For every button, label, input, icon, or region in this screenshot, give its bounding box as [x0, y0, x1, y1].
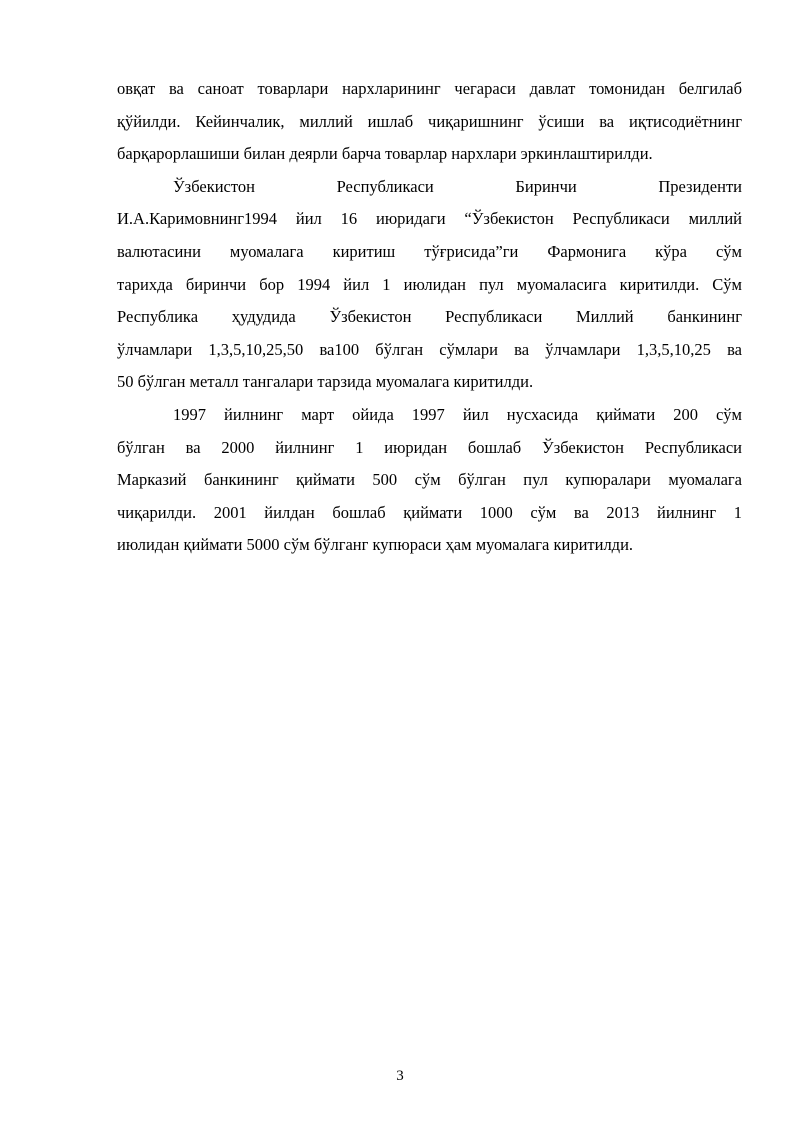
text-line: Ўзбекистон Республикаси Биринчи Президенти — [173, 176, 742, 196]
paragraph-price-liberalization — [117, 73, 742, 171]
text-line: чиқарилди. 2001 йилдан бошлаб қиймати 1000 сўм ва 2013 йилнинг 1 — [117, 502, 742, 522]
paragraph-som-introduction — [117, 171, 742, 399]
text-line: қўйилди. Кейинчалик, миллий ишлаб чиқаришнинг ўсиши ва иқтисодиётнинг — [117, 111, 742, 131]
text-line: тарихда биринчи бор 1994 йил 1 июлидан пул муомаласига киритилди. Сўм — [117, 274, 742, 294]
text-line: И.А.Каримовнинг1994 йил 16 июридаги “Ўзбекистон Республикаси миллий — [117, 209, 742, 229]
text-line: барқарорлашиши билан деярли барча товарлар нархлари эркинлаштирилди. — [117, 144, 653, 164]
text-line: Марказий банкининг қиймати 500 сўм бўлган пул купюралари муомалага — [117, 470, 742, 490]
text-line: овқат ва саноат товарлари нархларининг чегараси давлат томонидан белгилаб — [117, 79, 742, 98]
text-line: бўлган ва 2000 йилнинг 1 июридан бошлаб Ўзбекистон Республикаси — [117, 437, 742, 457]
document-body — [117, 73, 742, 562]
page-number: 3 — [396, 1068, 404, 1084]
text-line: 1997 йилнинг март ойида 1997 йил нусхасида қиймати 200 сўм — [173, 404, 742, 424]
paragraph-banknotes — [117, 399, 742, 562]
text-line: июлидан қиймати 5000 сўм бўлганг купюраси ҳам муомалага киритилди. — [117, 535, 634, 555]
text-line: валютасини муомалага киритиш тўғрисида”ги Фармонига кўра сўм — [117, 241, 742, 261]
text-line: Республика ҳудудида Ўзбекистон Республикаси Миллий банкининг — [117, 307, 742, 327]
text-line: ўлчамлари 1,3,5,10,25,50 ва100 бўлган сўмлари ва ўлчамлари 1,3,5,10,25 ва — [117, 339, 742, 359]
text-line: 50 бўлган металл тангалари тарзида муомалага киритилди. — [117, 372, 534, 392]
